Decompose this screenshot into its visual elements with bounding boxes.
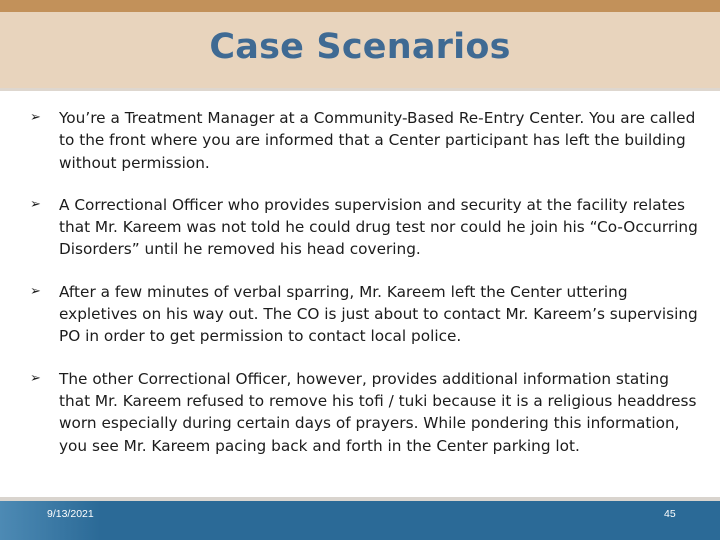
page-number: 45 (664, 508, 676, 520)
bullet-list (30, 107, 700, 477)
arrow-bullet-icon: ➢ (30, 110, 41, 125)
footer-date: 9/13/2021 (47, 508, 94, 520)
bullet-text: You’re a Treatment Manager at a Community-Based Re-Entry Center. You are called to the front where you are informed that a Center participant has left the building without permission. (59, 109, 696, 172)
bullet-text: The other Correctional Officer, however, provides additional information stating that Mr. Kareem refused to remove his tofi / tuki because it is a religious headdress worn especially during certain days of prayers. While pondering this information, you see Mr. Kareem pacing back and forth in the Center parking lot. (59, 369, 697, 455)
footer-bar (0, 501, 720, 540)
title-band-divider (0, 88, 720, 91)
bullet-text: After a few minutes of verbal sparring, Mr. Kareem left the Center uttering expletives on his way out. The CO is just about to contact Mr. Kareem’s supervising PO in order to get permission to contact local police. (59, 282, 698, 346)
header-accent-strip (0, 0, 720, 12)
bullet-item (30, 281, 700, 348)
bullet-item (30, 368, 700, 457)
footer-bar-highlight (0, 501, 100, 540)
bullet-item (30, 194, 700, 261)
bullet-text: A Correctional Officer who provides supervision and security at the facility relates that Mr. Kareem was not told he could drug test nor could he join his “Co-Occurring Disorders” until he removed his head covering. (59, 195, 698, 259)
bullet-item (30, 107, 700, 174)
slide-title: Case Scenarios (209, 27, 511, 67)
arrow-bullet-icon: ➢ (30, 283, 41, 299)
arrow-bullet-icon: ➢ (30, 370, 41, 386)
arrow-bullet-icon: ➢ (30, 196, 41, 212)
